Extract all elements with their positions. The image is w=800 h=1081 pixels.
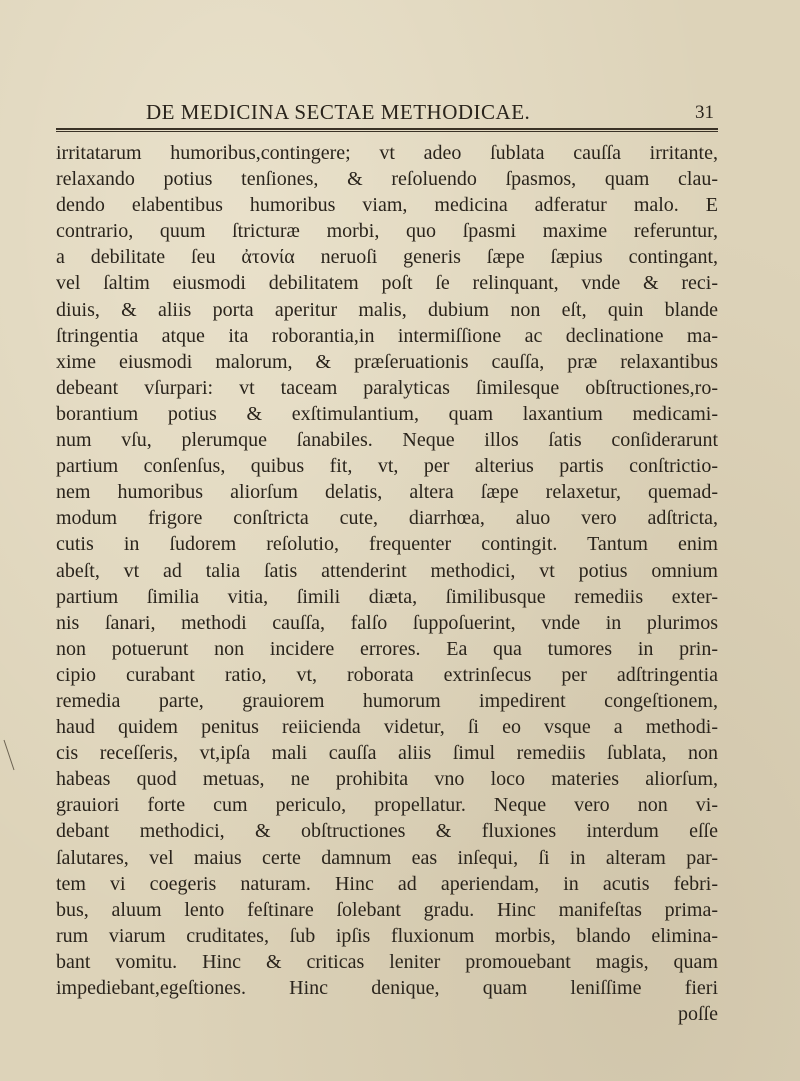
text-line: ſtringentia atque ita roborantia,in intermiſſione ac declinatione ma- — [56, 324, 718, 347]
body-text — [56, 140, 718, 1027]
text-line: cipio curabant ratio, vt, roborata extrinſecus per adſtringentia — [56, 663, 718, 686]
text-line: rum viarum cruditates, ſub ipſis fluxionum morbis, blando elimina- — [56, 924, 718, 947]
text-line: grauiori forte cum periculo, propellatur. Neque vero non vi- — [56, 794, 718, 817]
running-head-title: DE MEDICINA SECTAE METHODICAE. — [146, 100, 531, 124]
text-line: num vſu, plerumque ſanabiles. Neque illos ſatis conſiderarunt — [56, 429, 718, 452]
page-number: 31 — [695, 102, 714, 123]
text-line: relaxando potius tenſiones, & reſoluendo ſpasmos, quam clau- — [56, 168, 718, 191]
text-line: partium conſenſus, quibus fit, vt, per alterius partis conſtrictio- — [56, 455, 718, 478]
text-line: ſalutares, vel maius certe damnum eas inſequi, ſi in alteram par- — [56, 846, 718, 869]
text-line: a debilitate ſeu ἀτονία neruoſi generis ſæpe ſæpius contingant, — [56, 246, 718, 269]
text-line: nem humoribus aliorſum delatis, altera ſæpe relaxetur, quemad- — [56, 481, 718, 504]
text-line: abeſt, vt ad talia ſatis attenderint methodici, vt potius omnium — [56, 559, 718, 582]
text-line: partium ſimilia vitia, ſimili diæta, ſimilibusque remediis exter- — [56, 585, 718, 608]
text-line: remedia parte, grauiorem humorum impedirent congeſtionem, — [56, 689, 718, 712]
text-line: debant methodici, & obſtructiones & fluxiones interdum eſſe — [56, 820, 718, 843]
margin-pencil-mark — [2, 738, 16, 772]
text-line: diuis, & aliis porta aperitur malis, dubium non eſt, quin blande — [56, 298, 718, 321]
header-rule — [56, 128, 718, 132]
text-line: bant vomitu. Hinc & criticas leniter promouebant magis, quam — [56, 950, 718, 973]
text-line: cutis in ſudorem reſolutio, frequenter contingit. Tantum enim — [56, 533, 718, 556]
text-line: debeant vſurpari: vt taceam paralyticas ſimilesque obſtructiones,ro- — [56, 376, 718, 399]
text-line: dendo elabentibus humoribus viam, medicina adferatur malo. E — [56, 194, 718, 217]
text-line: vel ſaltim eiusmodi debilitatem poſt ſe relinquant, vnde & reci- — [56, 272, 718, 295]
catchword: poſſe — [678, 1003, 718, 1026]
text-line: contrario, quum ſtricturæ morbi, quo ſpasmi maxime referuntur, — [56, 220, 718, 243]
text-line: bus, aluum lento feſtinare ſolebant gradu. Hinc manifeſtas prima- — [56, 898, 718, 921]
text-line: xime eiusmodi malorum, & præſeruationis cauſſa, præ relaxantibus — [56, 350, 718, 373]
text-line: habeas quod metuas, ne prohibita vno loco materies aliorſum, — [56, 768, 718, 791]
text-line: nis ſanari, methodi cauſſa, falſo ſuppoſuerint, vnde in plurimos — [56, 611, 718, 634]
running-head — [100, 100, 720, 126]
text-line: impediebant,egeſtiones. Hinc denique, quam leniſſime fieri — [56, 977, 718, 999]
text-line: irritatarum humoribus,contingere; vt adeo ſublata cauſſa irritante, — [56, 142, 718, 164]
text-line: haud quidem penitus reiicienda videtur, ſi eo vsque a methodi- — [56, 716, 718, 739]
text-line: borantium potius & exſtimulantium, quam laxantium medicami- — [56, 402, 718, 425]
text-line: cis receſſeris, vt,ipſa mali cauſſa aliis ſimul remediis ſublata, non — [56, 742, 718, 765]
text-line: non potuerunt non incidere errores. Ea qua tumores in prin- — [56, 637, 718, 660]
text-line: modum frigore conſtricta cute, diarrhœa, aluo vero adſtricta, — [56, 507, 718, 530]
text-line: tem vi coegeris naturam. Hinc ad aperiendam, in acutis febri- — [56, 872, 718, 895]
